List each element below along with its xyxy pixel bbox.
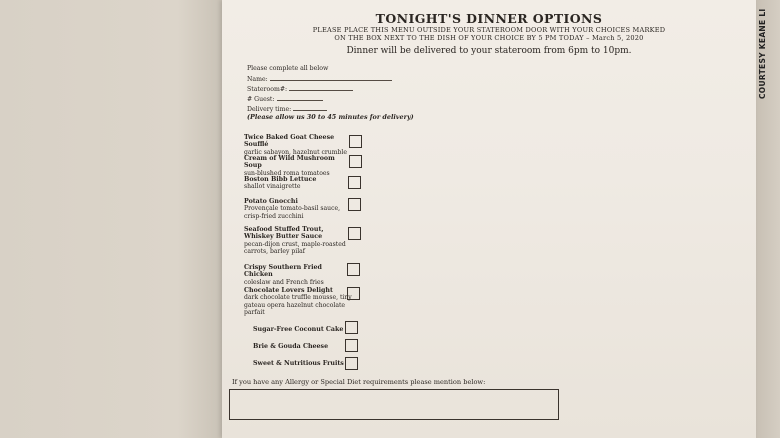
delivery-time-line[interactable] (293, 104, 327, 111)
allergy-prompt: If you have any Allergy or Special Diet requirements please mention below: (232, 378, 486, 386)
dish-description: dark chocolate truffle mousse, tiny gateau opera hazelnut chocolate parfait (244, 294, 352, 316)
delivery-time-label: Delivery time: (247, 106, 292, 113)
dish-item (244, 287, 352, 316)
dish-name: Twice Baked Goat Cheese Soufflé (244, 134, 335, 149)
dish-description: coleslaw and French fries (244, 278, 324, 286)
dish-description: shallot vinaigrette (244, 183, 301, 191)
extra-item: Sugar-Free Coconut Cake (253, 326, 344, 333)
dish-item (244, 226, 352, 255)
dish-name: Cream of Wild Mushroom Soup (244, 155, 335, 170)
dish-checkbox[interactable] (347, 263, 360, 276)
dish-item (244, 176, 352, 191)
dish-name: Chocolate Lovers Delight (244, 287, 333, 294)
dish-name: Boston Bibb Lettuce (244, 176, 317, 183)
dish-description: pecan-dijon crust, maple-roasted carrots, barley pilaf (244, 240, 346, 256)
name-line[interactable] (270, 74, 392, 81)
menu-title: TONIGHT'S DINNER OPTIONS (375, 11, 603, 26)
dish-description: sun-blushed roma tomatoes (244, 169, 330, 177)
dish-description: Provençale tomato-basil sauce, crisp-fried zucchini (244, 205, 341, 220)
dish-name: Potato Gnocchi (244, 198, 298, 205)
stateroom-line[interactable] (289, 84, 353, 91)
dish-checkbox[interactable] (349, 155, 362, 168)
delivery-notice: Dinner will be delivered to your stateroom from 6pm to 10pm. (346, 46, 632, 56)
dish-checkbox[interactable] (349, 135, 362, 148)
allergy-input-box[interactable] (229, 389, 559, 420)
photo-credit: COURTESY KEANE LI (758, 8, 767, 99)
name-field[interactable] (247, 74, 392, 83)
dish-description: garlic sabayon, hazelnut crumble (244, 148, 347, 156)
name-label: Name: (247, 76, 268, 83)
dish-checkbox[interactable] (348, 227, 361, 240)
dish-name: Seafood Stuffed Trout, Whiskey Butter Sauce (244, 226, 324, 241)
menu-sheet (222, 0, 756, 438)
dish-item (244, 198, 352, 220)
stateroom-field[interactable] (247, 84, 353, 93)
dish-item (244, 155, 352, 177)
guest-line[interactable] (277, 94, 323, 101)
form-heading: Please complete all below (247, 65, 329, 72)
guest-label: # Guest: (247, 96, 275, 103)
backdrop (0, 0, 222, 438)
guest-field[interactable] (247, 94, 323, 103)
delivery-allowance-note: (Please allow us 30 to 45 minutes for delivery) (247, 113, 414, 121)
dish-checkbox[interactable] (347, 287, 360, 300)
dish-checkbox[interactable] (348, 198, 361, 211)
extra-checkbox[interactable] (345, 321, 358, 334)
dish-item (244, 134, 352, 156)
extra-item: Sweet & Nutritious Fruits (253, 360, 344, 367)
dish-name: Crispy Southern Fried Chicken (244, 264, 322, 279)
extra-checkbox[interactable] (345, 357, 358, 370)
dish-item (244, 264, 352, 286)
extra-checkbox[interactable] (345, 339, 358, 352)
instruction-line-1: PLEASE PLACE THIS MENU OUTSIDE YOUR STATEROOM DOOR WITH YOUR CHOICES MARKED (312, 26, 666, 34)
instruction-line-2: ON THE BOX NEXT TO THE DISH OF YOUR CHOICE BY 5 PM TODAY – March 5, 2020 (334, 34, 644, 42)
stateroom-label: Stateroom#: (247, 86, 288, 93)
delivery-time-field[interactable] (247, 104, 327, 113)
extra-item: Brie & Gouda Cheese (253, 343, 329, 350)
dish-checkbox[interactable] (348, 176, 361, 189)
